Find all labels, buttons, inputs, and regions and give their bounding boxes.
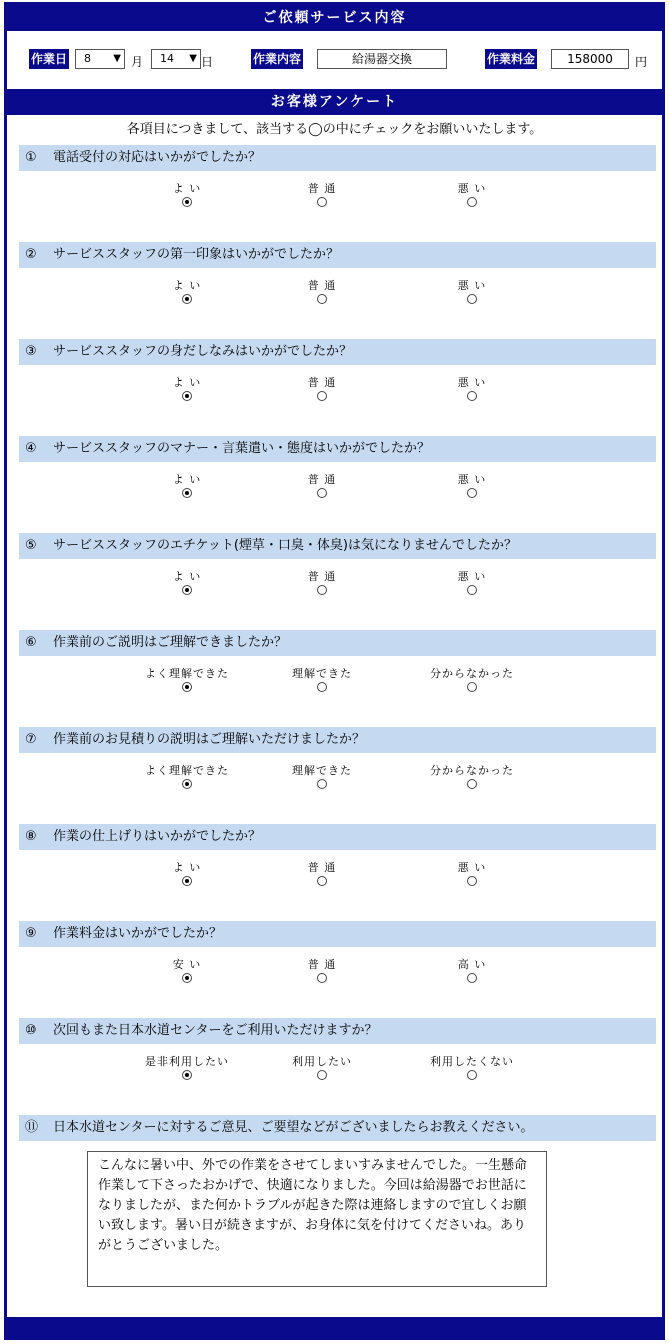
option-label: 利用したい: [292, 1055, 352, 1068]
answer-option[interactable]: [132, 763, 242, 792]
month-value: 8: [84, 52, 91, 65]
radio-button[interactable]: [182, 682, 192, 692]
option-label: 悪 い: [457, 473, 487, 486]
question-header: [19, 727, 656, 753]
survey-form: [4, 2, 665, 1340]
question-header: [19, 1115, 656, 1141]
survey-header: お客様アンケート: [7, 89, 662, 115]
radio-button[interactable]: [317, 973, 327, 983]
option-label: 普 通: [307, 279, 337, 292]
answer-option[interactable]: [132, 1054, 242, 1083]
option-label: 悪 い: [457, 376, 487, 389]
question-text: 作業前のご説明はご理解できましたか？: [53, 635, 288, 650]
radio-button[interactable]: [467, 391, 477, 401]
radio-button[interactable]: [467, 488, 477, 498]
question-header: [19, 1018, 656, 1044]
radio-button[interactable]: [317, 876, 327, 886]
option-label: 悪 い: [457, 861, 487, 874]
radio-button[interactable]: [467, 294, 477, 304]
question-number: ①: [25, 150, 37, 165]
radio-button[interactable]: [182, 973, 192, 983]
question-text: サービススタッフのマナー・言葉遣い・態度はいかがでしたか？: [53, 441, 431, 456]
question-number: ④: [25, 441, 37, 456]
question-block: [7, 824, 662, 921]
radio-button[interactable]: [317, 779, 327, 789]
work-content-label: 作業内容: [251, 49, 303, 69]
option-label: よ い: [172, 473, 202, 486]
comment-textarea[interactable]: こんなに暑い中、外での作業をさせてしまいすみませんでした。一生懸命作業して下さったおかげで、快適になりました。今回は給湯器でお世話になりましたが、また何かトラブルが起きた際は連絡しますので宜しくお願い致します。暑い日が続きますが、お身体に気を付けてくださいね。ありがとうございました。: [87, 1151, 547, 1287]
answer-option[interactable]: [132, 957, 242, 986]
radio-button[interactable]: [467, 973, 477, 983]
answer-option[interactable]: [417, 666, 527, 695]
option-label: 普 通: [307, 473, 337, 486]
question-text: 日本水道センターに対するご意見、ご要望などがございましたらお教えください。: [53, 1120, 534, 1135]
question-number: ⑧: [25, 829, 37, 844]
answer-option[interactable]: [417, 278, 527, 307]
question-block: [7, 630, 662, 727]
question-header: [19, 145, 656, 171]
question-text: 作業前のお見積りの説明はご理解いただけましたか？: [53, 732, 366, 747]
answer-option[interactable]: [267, 763, 377, 792]
option-label: 普 通: [307, 861, 337, 874]
option-label: 悪 い: [457, 279, 487, 292]
radio-button[interactable]: [467, 585, 477, 595]
option-label: 利用したくない: [430, 1055, 514, 1068]
option-label: 悪 い: [457, 182, 487, 195]
work-content-field[interactable]: 給湯器交換: [317, 49, 447, 69]
question-number: ③: [25, 344, 37, 359]
answer-option[interactable]: [417, 957, 527, 986]
service-info-row: [7, 31, 662, 89]
answer-option[interactable]: [132, 569, 242, 598]
radio-button[interactable]: [317, 197, 327, 207]
answer-option[interactable]: [417, 472, 527, 501]
question-block: [7, 533, 662, 630]
service-header: ご依頼サービス内容: [7, 5, 662, 31]
answer-option[interactable]: [267, 278, 377, 307]
question-text: サービススタッフのエチケット(煙草・口臭・体臭)は気になりませんでしたか？: [53, 538, 517, 553]
radio-button[interactable]: [182, 391, 192, 401]
radio-button[interactable]: [317, 391, 327, 401]
option-label: 普 通: [307, 958, 337, 971]
answer-option[interactable]: [132, 472, 242, 501]
option-label: 分からなかった: [430, 764, 514, 777]
option-label: 理解できた: [292, 667, 352, 680]
radio-button[interactable]: [467, 197, 477, 207]
day-unit: 日: [201, 55, 214, 69]
radio-button[interactable]: [182, 1070, 192, 1080]
radio-button[interactable]: [182, 488, 192, 498]
question-header: [19, 339, 656, 365]
answer-option[interactable]: [132, 860, 242, 889]
option-label: 分からなかった: [430, 667, 514, 680]
question-block: [7, 727, 662, 824]
option-label: 悪 い: [457, 570, 487, 583]
question-block: [7, 1018, 662, 1115]
question-block: [7, 242, 662, 339]
month-unit: 月: [131, 55, 144, 69]
radio-button[interactable]: [467, 876, 477, 886]
question-text: 次回もまた日本水道センターをご利用いただけますか？: [53, 1023, 378, 1038]
work-fee-field[interactable]: 158000: [551, 49, 629, 69]
month-select[interactable]: [75, 49, 125, 69]
question-text: サービススタッフの身だしなみはいかがでしたか？: [53, 344, 353, 359]
radio-button[interactable]: [467, 1070, 477, 1080]
answer-option[interactable]: [132, 278, 242, 307]
answer-option[interactable]: [267, 666, 377, 695]
question-header: [19, 436, 656, 462]
option-label: よく理解できた: [145, 764, 229, 777]
survey-intro: 各項目につきまして、該当する◯の中にチェックをお願いいたします。: [126, 122, 543, 137]
radio-button[interactable]: [182, 197, 192, 207]
day-value: 14: [160, 52, 174, 65]
question-number: ⑦: [25, 732, 37, 747]
option-label: 是非利用したい: [145, 1055, 229, 1068]
radio-button[interactable]: [317, 585, 327, 595]
question-number: ②: [25, 247, 37, 262]
work-fee-label: 作業料金: [485, 49, 537, 69]
radio-button[interactable]: [317, 488, 327, 498]
answer-option[interactable]: [267, 1054, 377, 1083]
answer-option[interactable]: [267, 569, 377, 598]
answer-option[interactable]: [267, 860, 377, 889]
option-label: よ い: [172, 570, 202, 583]
radio-button[interactable]: [182, 779, 192, 789]
answer-option[interactable]: [267, 181, 377, 210]
question-number: ⑪: [25, 1120, 39, 1135]
answer-option[interactable]: [417, 1054, 527, 1083]
question-text: 作業料金はいかがでしたか？: [53, 926, 223, 941]
question-number: ⑩: [25, 1023, 37, 1038]
answer-option[interactable]: [417, 375, 527, 404]
option-label: よ い: [172, 861, 202, 874]
option-label: よく理解できた: [145, 667, 229, 680]
answer-option[interactable]: [132, 181, 242, 210]
answer-option[interactable]: [132, 666, 242, 695]
comment-question: [7, 1115, 662, 1305]
question-number: ⑥: [25, 635, 37, 650]
option-label: よ い: [172, 376, 202, 389]
chevron-down-icon: ▼: [113, 53, 121, 64]
answer-option[interactable]: [267, 472, 377, 501]
option-label: 普 通: [307, 376, 337, 389]
option-label: 普 通: [307, 182, 337, 195]
fee-unit: 円: [635, 55, 648, 69]
question-header: [19, 533, 656, 559]
question-block: [7, 436, 662, 533]
answer-option[interactable]: [417, 569, 527, 598]
question-text: 作業の仕上げりはいかがでしたか？: [53, 829, 262, 844]
question-block: [7, 145, 662, 242]
answer-option[interactable]: [132, 375, 242, 404]
answer-option[interactable]: [417, 181, 527, 210]
option-label: 理解できた: [292, 764, 352, 777]
question-number: ⑤: [25, 538, 37, 553]
work-date-label: 作業日: [29, 49, 69, 69]
question-text: サービススタッフの第一印象はいかがでしたか？: [53, 247, 340, 262]
option-label: 普 通: [307, 570, 337, 583]
question-header: [19, 824, 656, 850]
question-header: [19, 242, 656, 268]
radio-button[interactable]: [317, 294, 327, 304]
option-label: よ い: [172, 182, 202, 195]
chevron-down-icon: ▼: [189, 53, 197, 64]
answer-option[interactable]: [267, 957, 377, 986]
radio-button[interactable]: [317, 1070, 327, 1080]
radio-button[interactable]: [182, 294, 192, 304]
radio-button[interactable]: [317, 682, 327, 692]
answer-option[interactable]: [417, 763, 527, 792]
question-number: ⑨: [25, 926, 37, 941]
option-label: 安 い: [172, 958, 202, 971]
radio-button[interactable]: [182, 585, 192, 595]
answer-option[interactable]: [417, 860, 527, 889]
radio-button[interactable]: [467, 682, 477, 692]
question-list: [7, 145, 662, 1115]
option-label: よ い: [172, 279, 202, 292]
question-header: [19, 630, 656, 656]
option-label: 高 い: [457, 958, 487, 971]
question-text: 電話受付の対応はいかがでしたか？: [53, 150, 262, 165]
day-select[interactable]: [151, 49, 201, 69]
question-header: [19, 921, 656, 947]
question-block: [7, 921, 662, 1018]
radio-button[interactable]: [467, 779, 477, 789]
radio-button[interactable]: [182, 876, 192, 886]
question-block: [7, 339, 662, 436]
answer-option[interactable]: [267, 375, 377, 404]
footer-bar: [7, 1317, 662, 1337]
